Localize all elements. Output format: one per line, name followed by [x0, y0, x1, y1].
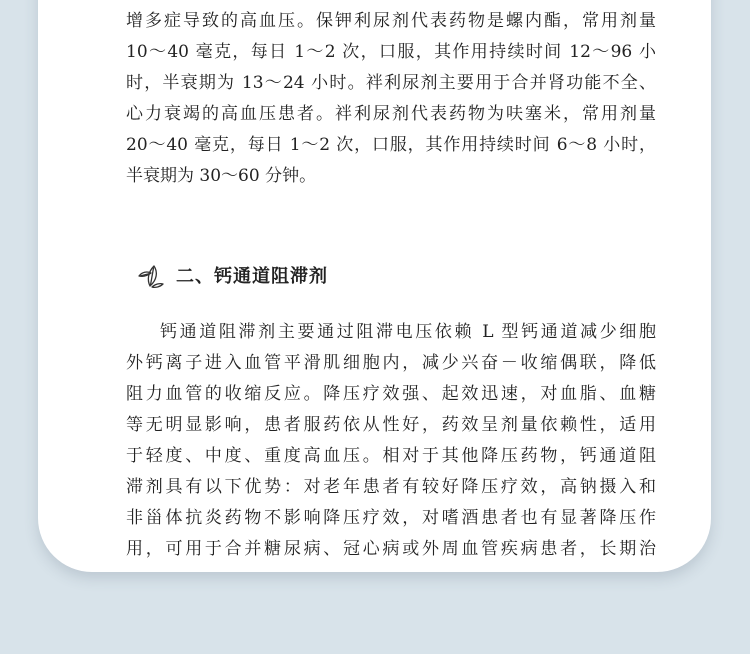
- text-line: 半衰期为 30～60 分钟。: [126, 166, 317, 186]
- text-line: 10～40 毫克，每日 1～2 次，口服，其作用持续时间 12～96 小: [126, 42, 656, 62]
- text-line: 心力衰竭的高血压患者。袢利尿剂代表药物为呋塞米，常用剂量: [126, 104, 656, 124]
- text-line: 外钙离子进入血管平滑肌细胞内，减少兴奋－收缩偶联，降低: [126, 353, 656, 373]
- section-heading: [136, 258, 328, 292]
- text-line: 于轻度、中度、重度高血压。相对于其他降压药物，钙通道阻: [126, 446, 656, 466]
- text-line: 非甾体抗炎药物不影响降压疗效，对嗜酒患者也有显著降压作: [126, 508, 656, 528]
- section-title: 二、钙通道阻滞剂: [176, 266, 328, 287]
- text-line: 等无明显影响，患者服药依从性好，药效呈剂量依赖性，适用: [126, 415, 656, 435]
- text-line: 增多症导致的高血压。保钾利尿剂代表药物是螺内酯，常用剂量: [126, 11, 656, 31]
- text-line: 阻力血管的收缩反应。降压疗效强、起效迅速，对血脂、血糖: [126, 384, 656, 404]
- text-line: 用，可用于合并糖尿病、冠心病或外周血管疾病患者，长期治: [126, 539, 656, 559]
- paragraph-calcium-channel-blockers: [126, 317, 656, 565]
- document-card: [38, 0, 711, 572]
- paragraph-diuretics: [126, 6, 656, 192]
- leaf-icon: [136, 260, 166, 290]
- text-line: 滞剂具有以下优势：对老年患者有较好降压疗效，高钠摄入和: [126, 477, 656, 497]
- text-line: 钙通道阻滞剂主要通过阻滞电压依赖 L 型钙通道减少细胞: [160, 322, 656, 342]
- text-line: 时，半衰期为 13～24 小时。袢利尿剂主要用于合并肾功能不全、: [126, 73, 656, 93]
- text-line: 20～40 毫克，每日 1～2 次，口服，其作用持续时间 6～8 小时，: [126, 135, 656, 155]
